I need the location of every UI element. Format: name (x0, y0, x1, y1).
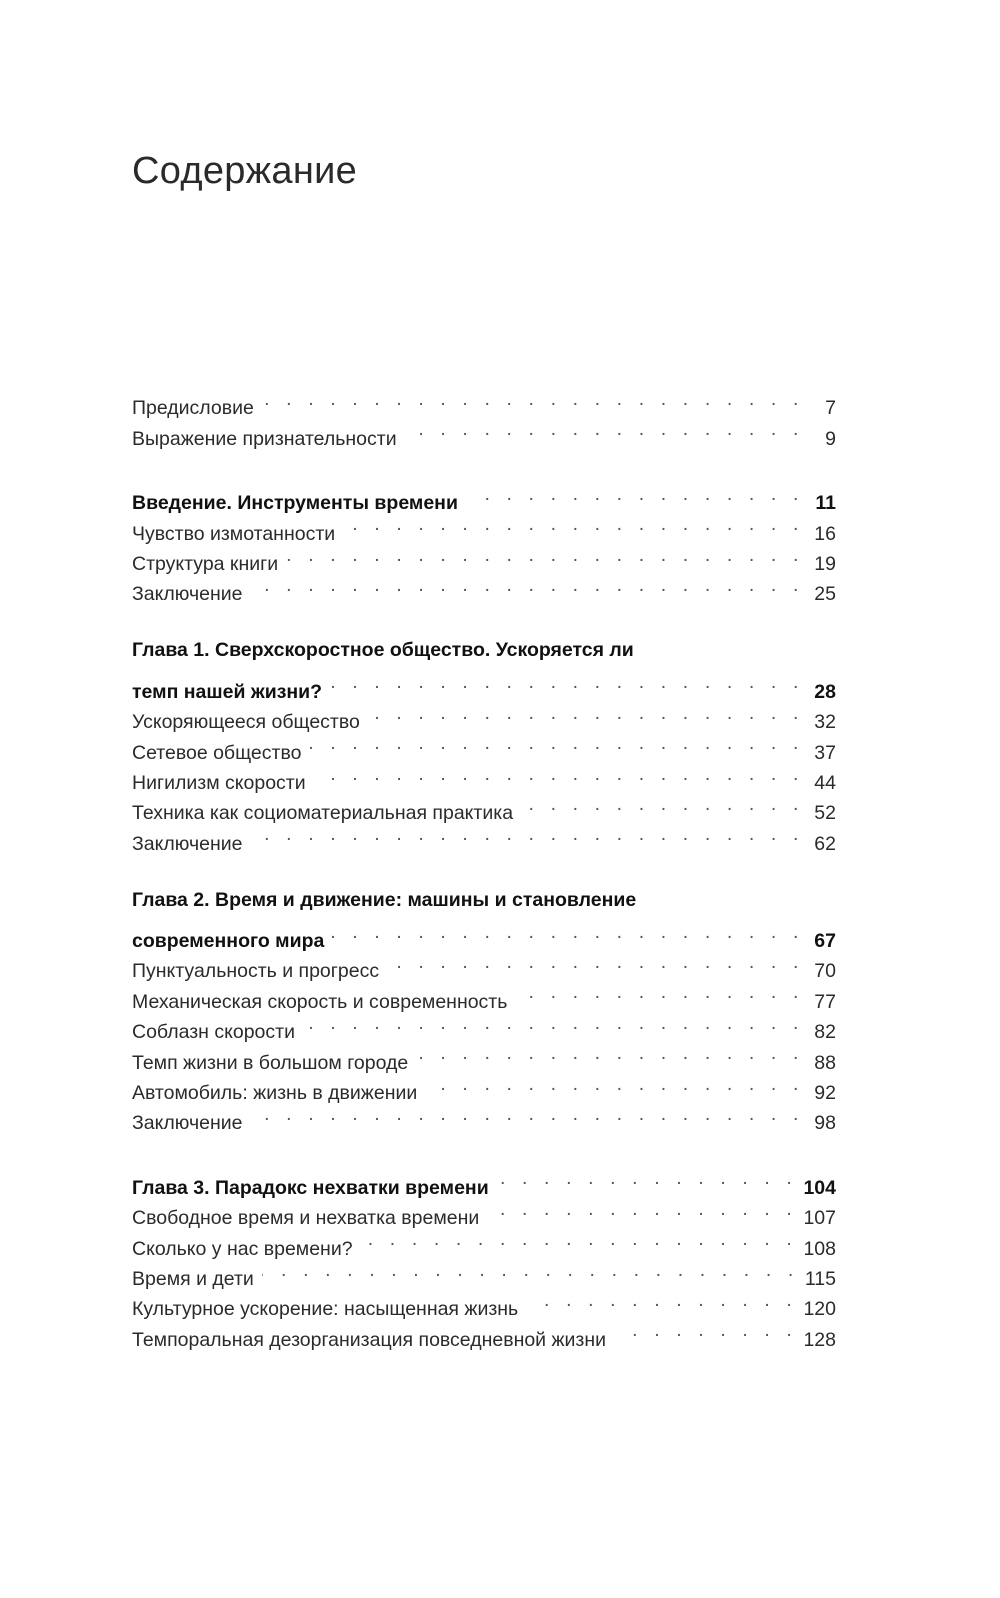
dot-leader (405, 414, 804, 444)
toc-entry-page: 52 (814, 802, 836, 825)
toc-entry-page: 9 (825, 427, 836, 450)
toc-entry-page: 120 (803, 1298, 836, 1321)
toc-entry-label: Пунктуальность и прогресс (132, 960, 380, 983)
dot-leader (343, 509, 804, 539)
dot-leader (250, 570, 804, 600)
toc-chapter-label: Введение. Инструменты времени (132, 492, 458, 515)
toc-chapter-heading[interactable] (132, 917, 836, 953)
toc-entry-label: Предисловие (132, 397, 254, 420)
dot-leader (521, 789, 804, 819)
toc-entry-page: 82 (814, 1021, 836, 1044)
toc-entry-page: 88 (814, 1051, 836, 1074)
table-of-contents (132, 384, 836, 1351)
dot-leader (361, 1224, 798, 1254)
toc-entry-page: 70 (814, 960, 836, 983)
dot-leader (309, 728, 804, 758)
dot-leader (425, 1069, 804, 1099)
dot-leader (314, 759, 804, 789)
toc-entry-label: Темпоральная дезорганизация повседневной жизни (132, 1328, 607, 1351)
toc-entry-page: 115 (804, 1267, 836, 1290)
toc-chapter-label: современного мира (132, 930, 325, 953)
toc-chapter-label: Глава 2. Время и движение: машины и становление (132, 888, 637, 911)
dot-leader (526, 1285, 797, 1315)
toc-entry-label: Ускоряющееся общество (132, 711, 360, 734)
toc-entry-label: Темп жизни в большом городе (132, 1051, 409, 1074)
toc-entry-page: 62 (814, 832, 836, 855)
toc-chapter-label: темп нашей жизни? (132, 680, 323, 703)
dot-leader (487, 1194, 797, 1224)
toc-entry-label: Время и дети (132, 1267, 254, 1290)
dot-leader (286, 540, 804, 570)
toc-entry-page: 92 (814, 1082, 836, 1105)
dot-leader (497, 1163, 798, 1193)
toc-entry-label: Техника как социоматериальная практика (132, 802, 514, 825)
toc-chapter-heading[interactable] (132, 1163, 836, 1199)
dot-leader (250, 819, 804, 849)
toc-entry-label: Выражение признательности (132, 427, 397, 450)
toc-chapter-page: 11 (815, 492, 836, 515)
toc-entry-label: Заключение (132, 832, 243, 855)
toc-entry-label: Соблазн скорости (132, 1021, 295, 1044)
toc-chapter-page: 67 (814, 930, 836, 953)
toc-section-front (132, 384, 836, 450)
toc-section-chapter-1 (132, 634, 836, 855)
toc-entry-page: 108 (803, 1237, 836, 1260)
toc-entry-page: 7 (825, 397, 836, 420)
toc-entry-page: 128 (803, 1328, 836, 1351)
toc-entry-page: 44 (814, 771, 836, 794)
dot-leader (614, 1315, 797, 1345)
toc-chapter-heading[interactable] (132, 479, 836, 515)
dot-leader (368, 698, 804, 728)
dot-leader (330, 667, 804, 697)
toc-entry-page: 37 (814, 741, 836, 764)
toc-entry-page: 16 (814, 522, 836, 545)
toc-section-intro (132, 479, 836, 606)
toc-chapter-page: 28 (814, 680, 836, 703)
toc-entry-label: Чувство измотанности (132, 522, 336, 545)
toc-entry-page: 98 (814, 1112, 836, 1135)
dot-leader (466, 479, 804, 509)
toc-chapter-heading-line[interactable] (132, 884, 836, 917)
toc-chapter-heading[interactable] (132, 667, 836, 703)
toc-entry-page: 32 (814, 711, 836, 734)
dot-leader (515, 977, 804, 1007)
toc-chapter-page: 104 (803, 1176, 836, 1199)
dot-leader (332, 917, 804, 947)
toc-entry-label: Структура книги (132, 552, 279, 575)
toc-section-chapter-2 (132, 884, 836, 1135)
toc-entry[interactable] (132, 384, 836, 420)
toc-chapter-label: Глава 1. Сверхскоростное общество. Ускоряется ли (132, 639, 634, 662)
toc-entry-label: Сетевое общество (132, 741, 302, 764)
toc-chapter-heading-line[interactable] (132, 634, 836, 667)
dot-leader (416, 1038, 804, 1068)
toc-entry-label: Свободное время и нехватка времени (132, 1207, 480, 1230)
toc-entry-label: Механическая скорость и современность (132, 990, 508, 1013)
toc-entry-label: Сколько у нас времени? (132, 1237, 353, 1260)
toc-entry-page: 77 (814, 990, 836, 1013)
toc-chapter-label: Глава 3. Парадокс нехватки времени (132, 1176, 489, 1199)
toc-entry-page: 25 (814, 583, 836, 606)
dot-leader (387, 947, 804, 977)
toc-entry-label: Заключение (132, 1112, 243, 1135)
toc-section-chapter-3 (132, 1163, 836, 1351)
toc-entry-label: Нигилизм скорости (132, 771, 306, 794)
dot-leader (250, 1099, 804, 1129)
dot-leader (262, 384, 804, 414)
toc-entry-label: Культурное ускорение: насыщенная жизнь (132, 1298, 519, 1321)
toc-entry-page: 19 (814, 552, 836, 575)
dot-leader (262, 1255, 799, 1285)
toc-entry-page: 107 (803, 1207, 836, 1230)
toc-entry-label: Автомобиль: жизнь в движении (132, 1082, 418, 1105)
toc-entry-label: Заключение (132, 583, 243, 606)
page-title: Содержание (132, 150, 358, 192)
dot-leader (303, 1008, 804, 1038)
